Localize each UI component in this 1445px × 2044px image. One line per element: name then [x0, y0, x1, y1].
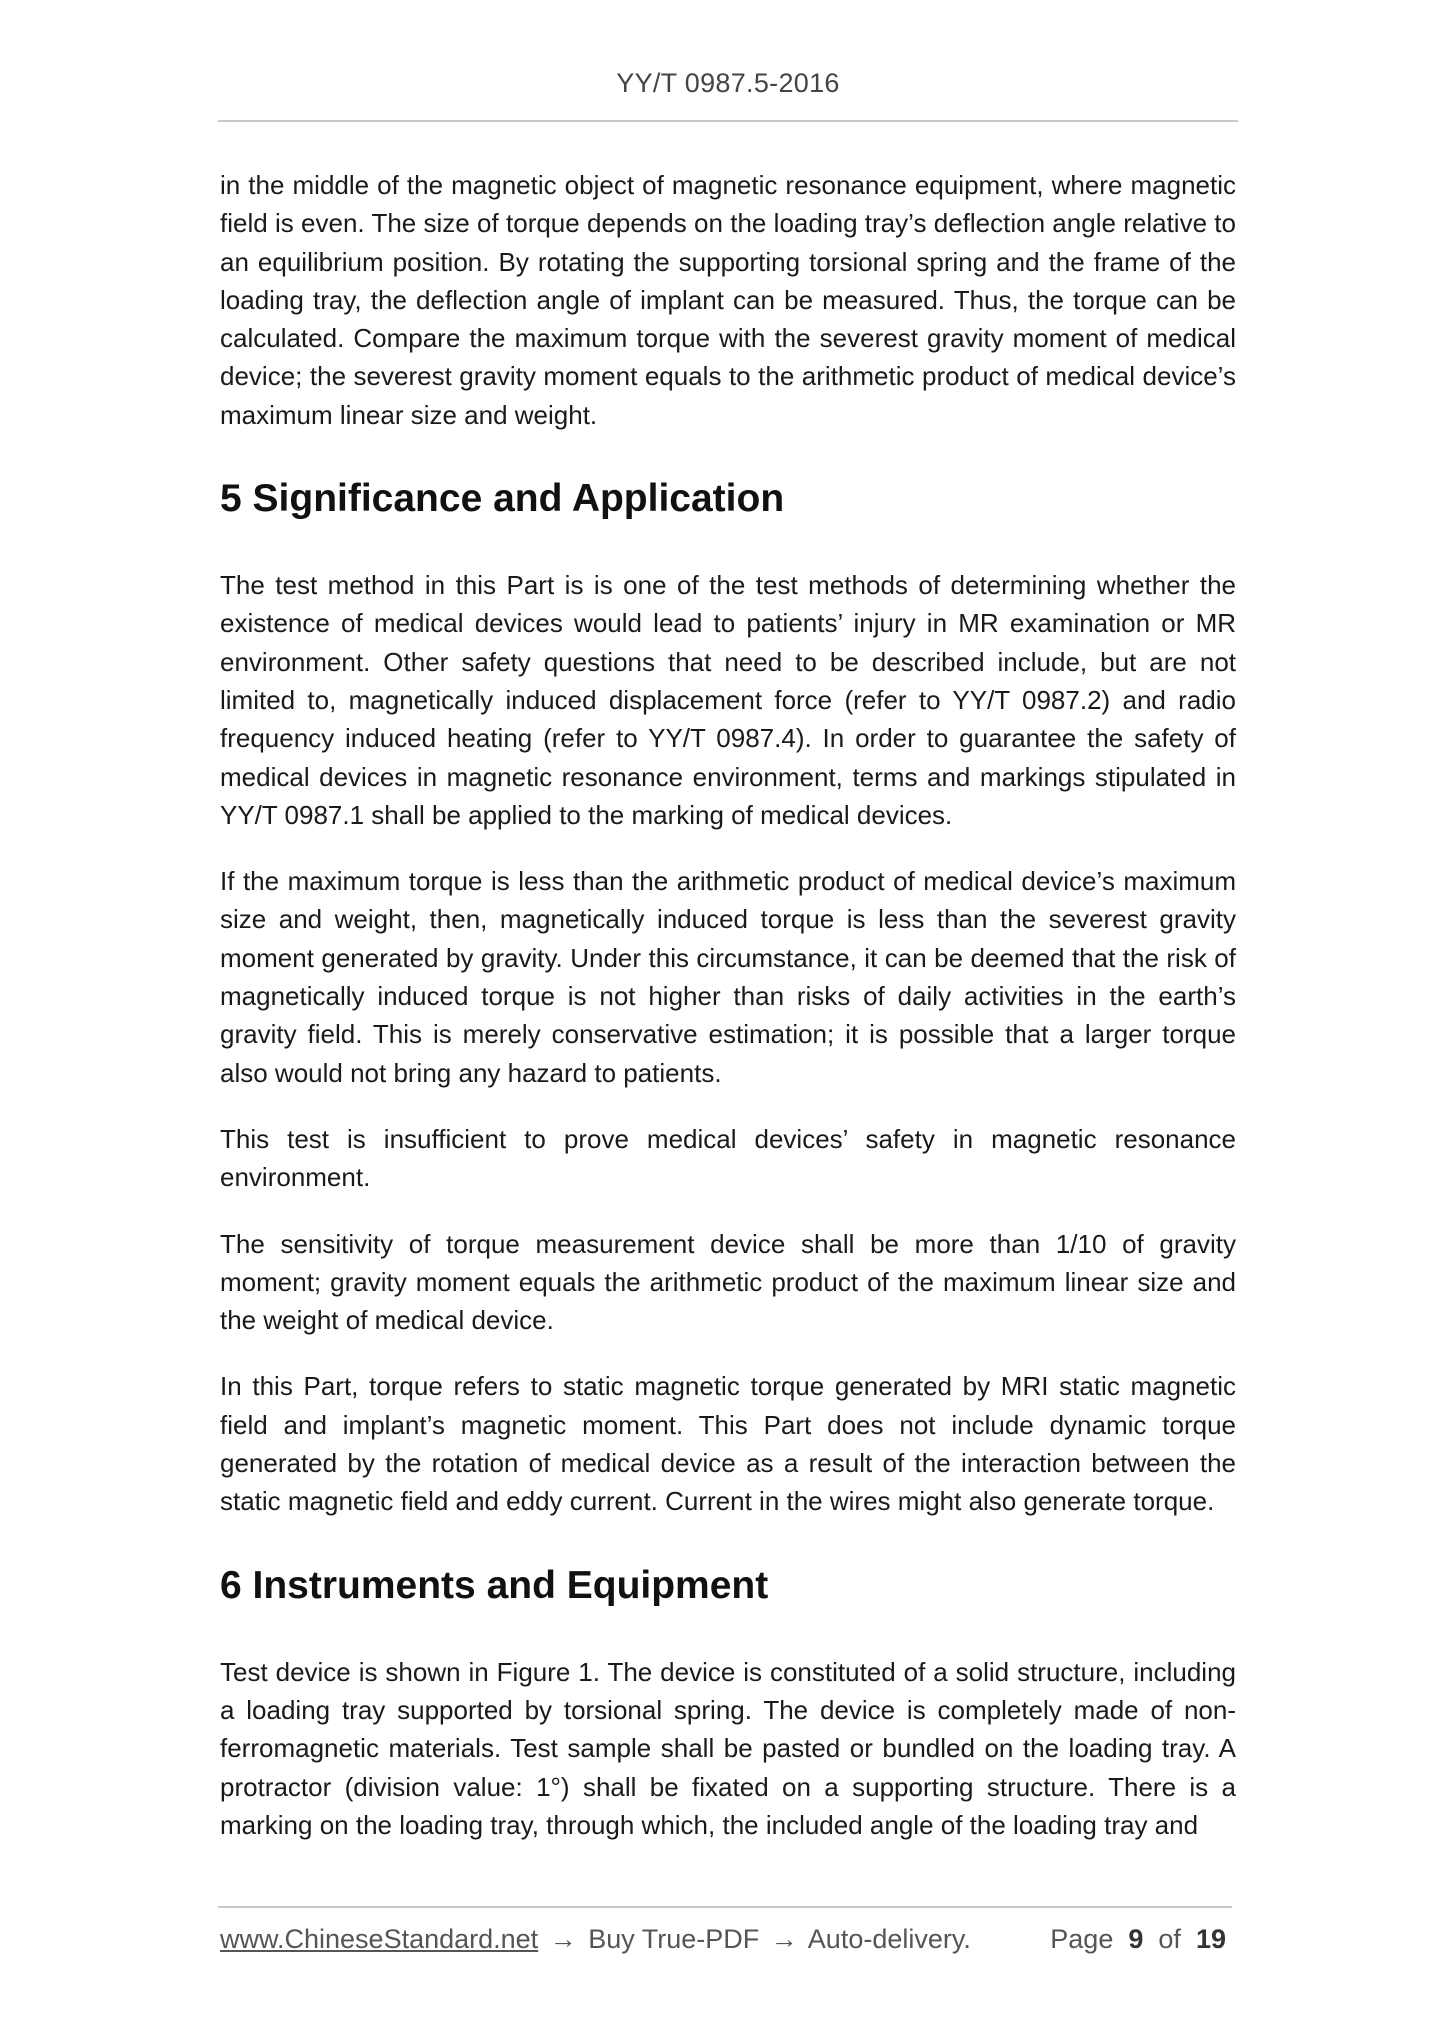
section-5-paragraph: This test is insufficient to prove medical devices’ safety in magnetic resonance environment.	[220, 1123, 1236, 1193]
page-label: Page	[1050, 1924, 1114, 1954]
page-footer	[220, 1924, 1232, 1955]
auto-delivery-text: Auto-delivery.	[807, 1924, 971, 1954]
arrow-right-icon: →	[549, 1924, 577, 1954]
site-link[interactable]: www.ChineseStandard.net	[220, 1924, 539, 1954]
section-5-paragraph: The test method in this Part is is one of the test methods of determining whether the existence of medical devices would lead to patients’ injury in MR examination or MR environment. Other safety questions that need to be described include, but are not limited to, magnetically induced displacement force (refer to YY/T 0987.2) and radio frequency induced heating (refer to YY/T 0987.4). In order to guarantee the safety of medical devices in magnetic resonance environment, terms and markings stipulated in YY/T 0987.1 shall be applied to the marking of medical devices.	[220, 570, 1236, 830]
section-6-heading: 6 Instruments and Equipment	[220, 1563, 769, 1607]
document-header: YY/T 0987.5-2016	[616, 68, 840, 98]
section-6-paragraph: Test device is shown in Figure 1. The device is constituted of a solid structure, including a loading tray supported by torsional spring. The device is completely made of non-ferromagnetic materials. Test sample shall be pasted or bundled on the loading tray. A protractor (division value: 1°) shall be fixated on a supporting structure. There is a marking on the loading tray, through which, the included angle of the loading tray and	[220, 1656, 1236, 1840]
header-divider	[218, 120, 1238, 122]
footer-divider	[218, 1906, 1232, 1908]
of-label: of	[1158, 1924, 1181, 1954]
section-5-paragraph: The sensitivity of torque measurement device shall be more than 1/10 of gravity moment; gravity moment equals the arithmetic product of the maximum linear size and the weight of medical device.	[220, 1228, 1236, 1336]
page-content	[220, 166, 1236, 1872]
intro-paragraph: in the middle of the magnetic object of magnetic resonance equipment, where magnetic field is even. The size of torque depends on the loading tray’s deflection angle relative to an equilibrium position. By rotating the supporting torsional spring and the frame of the loading tray, the deflection angle of implant can be measured. Thus, the torque can be calculated. Compare the maximum torque with the severest gravity moment of medical device; the severest gravity moment equals to the arithmetic product of medical device’s maximum linear size and weight.	[220, 170, 1236, 430]
current-page: 9	[1128, 1924, 1144, 1954]
section-5-paragraph: In this Part, torque refers to static magnetic torque generated by MRI static magnetic field and implant’s magnetic moment. This Part does not include dynamic torque generated by the rotation of medical device as a result of the interaction between the static magnetic field and eddy current. Current in the wires might also generate torque.	[220, 1371, 1236, 1517]
total-pages: 19	[1195, 1924, 1226, 1954]
section-5-paragraph: If the maximum torque is less than the arithmetic product of medical device’s maximum size and weight, then, magnetically induced torque is less than the severest gravity moment generated by gravity. Under this circumstance, it can be deemed that the risk of magnetically induced torque is not higher than risks of daily activities in the earth’s gravity field. This is merely conservative estimation; it is possible that a larger torque also would not bring any hazard to patients.	[220, 866, 1236, 1088]
arrow-right-icon: →	[770, 1924, 798, 1954]
buy-pdf-text: Buy True-PDF	[588, 1924, 760, 1954]
section-5-heading: 5 Significance and Application	[220, 477, 785, 521]
page-number	[1050, 1924, 1226, 1955]
